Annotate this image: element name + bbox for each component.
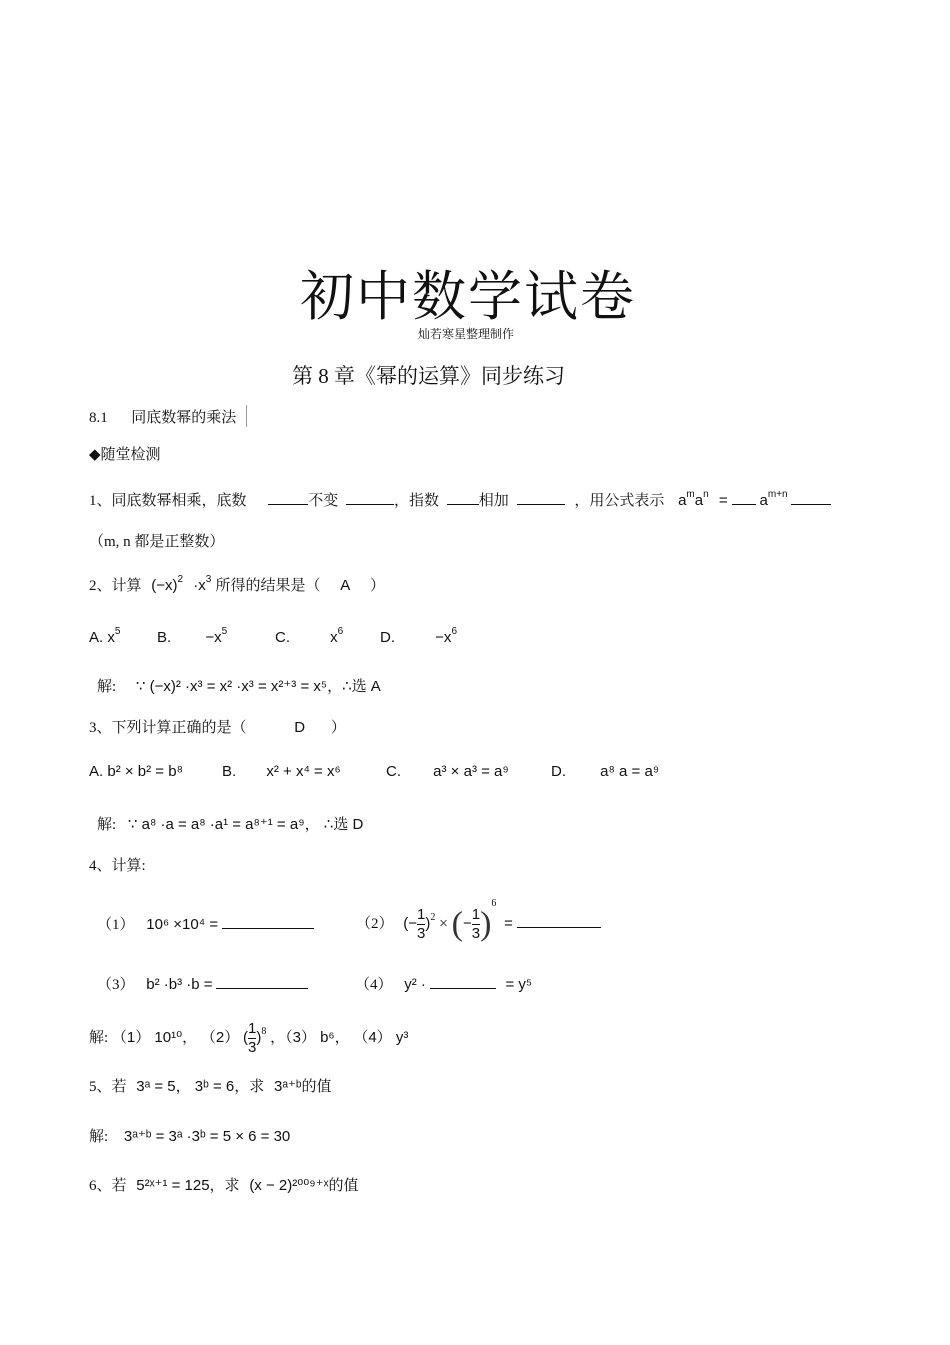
q1-blank-1[interactable] [268, 490, 308, 505]
q2-close: ） [370, 578, 386, 594]
question-3 [89, 716, 346, 737]
credit-line: 灿若寒星整理制作 [418, 327, 515, 341]
q1-blank-4[interactable] [517, 490, 565, 505]
q1-text-b: 不变 [308, 493, 339, 509]
q1-formula: $a^ma^n$ = [678, 489, 728, 509]
q1-text-c: ，指数 [394, 493, 440, 509]
section-name: 同底数幂的乘法 [131, 410, 237, 426]
q1-text-a: 1、同底数幂相乘，底数 [89, 493, 247, 509]
question-6: 6、若 5²ˣ⁺¹ = 125，求 (x − 2)²⁰⁰⁹⁺ˣ的值 [89, 1177, 359, 1194]
q5-solution: 解: 3ᵃ⁺ᵇ = 3ᵃ ·3ᵇ = 5 × 6 = 30 [89, 1128, 291, 1145]
section-number: 8.1 [89, 410, 108, 426]
sub-heading: ◆随堂检测 [89, 447, 161, 463]
q1-note: （m, n 都是正整数） [89, 534, 225, 550]
q2-option-a: A. $x^5$ [89, 626, 121, 646]
chapter-title: 第 8 章《幂的运算》同步练习 [292, 364, 565, 388]
q4-sol-fraction: $\frac{1}{3}$ [247, 1020, 257, 1056]
q2-solution: 解: ∵ (−x)² ·x³ = x² ·x³ = x²⁺³ = x⁵，∴选 A [97, 678, 381, 695]
question-2 [89, 574, 385, 595]
q1-blank-2[interactable] [346, 490, 394, 505]
q4-solution: 解: （1） 10¹⁰， （2） ( $\frac{1}{3}$ )$^8$ ，（3） b⁶， （4） y³ [89, 1020, 409, 1056]
q3-option-a: A. b² × b² = b⁸ [89, 763, 183, 780]
q3-answer: D [294, 719, 306, 736]
q3-text: 3、下列计算正确的是（ [89, 720, 247, 736]
paper-title: 初中数学试卷 [300, 265, 636, 328]
section-heading [89, 406, 236, 427]
q3-option-c: C. a³ × a³ = a⁹ [386, 763, 509, 780]
q4-blank-3[interactable] [216, 974, 308, 989]
q4-blank-1[interactable] [222, 914, 314, 929]
q1-blank-5[interactable] [732, 490, 756, 505]
question-4: 4、计算: [89, 858, 146, 874]
q2-option-c: C. $x^6$ [275, 626, 344, 646]
q4-part-2: （2） (− $\frac{1}{3}$ )$^2$ × (− $\frac{1}{3}$ )$^6$ = [356, 898, 601, 943]
q1-blank-3[interactable] [447, 490, 479, 505]
q1-blank-6[interactable] [791, 490, 831, 505]
q1-text-e: ，用公式表示 [574, 493, 665, 509]
q2-option-d: D. $-x^6$ [380, 626, 457, 646]
q4-p2-fraction-2: $\frac{1}{3}$ [471, 906, 481, 943]
q3-option-d: D. a⁸ a = a⁹ [551, 763, 660, 780]
q4-part-1: （1） 10⁶ ×10⁴ = [97, 913, 314, 934]
q2-text-b: 所得的结果是（ [215, 578, 321, 594]
q1-text-d: 相加 [478, 493, 509, 509]
q2-option-b: B. $-x^5$ [157, 626, 228, 646]
q3-option-b: B. x² + x⁴ = x⁶ [222, 763, 341, 780]
q2-answer: A [340, 577, 351, 594]
q3-close: ） [330, 720, 346, 736]
q4-blank-4[interactable] [430, 974, 496, 989]
q4-p2-fraction-1: $\frac{1}{3}$ [417, 906, 426, 943]
q2-expression: $(-x)^2 \cdot x^3$ [151, 574, 212, 594]
q1-formula-rhs: $a^{m+n}$ [759, 489, 788, 509]
question-1 [89, 489, 831, 510]
q4-part-3: （3） b² ·b³ ·b = [97, 973, 308, 994]
q2-text: 2、计算 [89, 578, 142, 594]
q4-blank-2[interactable] [517, 913, 601, 928]
question-5: 5、若 3ᵃ = 5， 3ᵇ = 6，求 3ᵃ⁺ᵇ的值 [89, 1078, 332, 1095]
q4-part-4: （4） y² · = y⁵ [355, 976, 533, 993]
section-divider [246, 405, 247, 427]
q3-solution: 解: ∵ a⁸ ·a = a⁸ ·a¹ = a⁸⁺¹ = a⁹， ∴选 D [97, 816, 364, 833]
